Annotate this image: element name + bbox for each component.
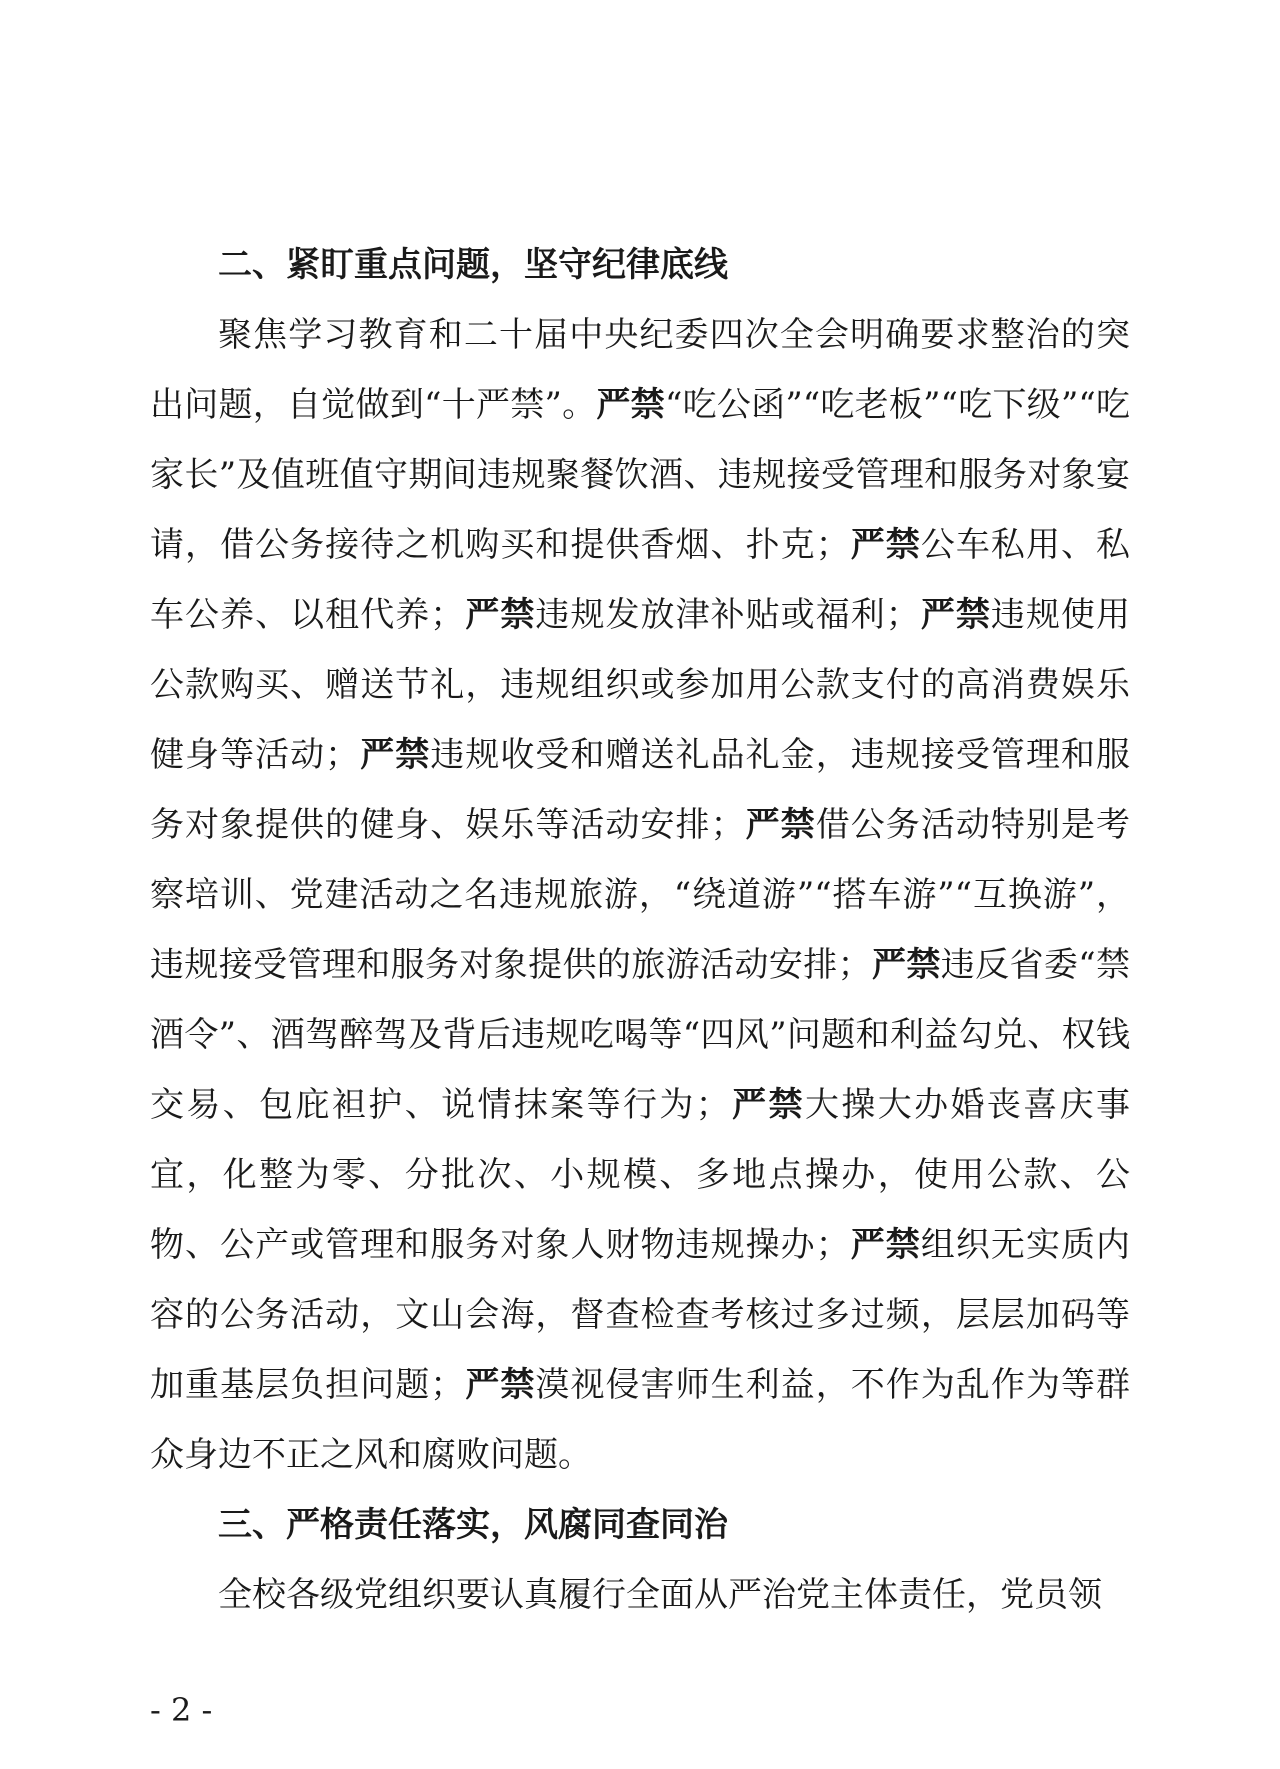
- ban-2-lead: 严禁: [849, 525, 921, 565]
- ban-6-lead: 严禁: [744, 805, 816, 845]
- ban-5-text: 违规收受和赠送礼品礼金，违规接受管理和服务对象提供的健身、娱乐等活动安排；: [150, 735, 1131, 845]
- ban-3-text: 违规发放津补贴或福利；: [535, 595, 920, 635]
- page-number: - 2 -: [150, 1691, 213, 1729]
- document-body: [150, 230, 1130, 1630]
- ban-4-text: 违规使用公款购买、赠送节礼，违规组织或参加用公款支付的高消费娱乐健身等活动；: [150, 595, 1131, 775]
- ban-9-lead: 严禁: [849, 1225, 921, 1265]
- ban-1-lead: 严禁: [596, 385, 665, 425]
- ban-6-text: 借公务活动特别是考察培训、党建活动之名违规旅游，“绕道游”“搭车游”“互换游”，违规接受管理和服务对象提供的旅游活动安排；: [150, 805, 1131, 985]
- ban-10-text: 漠视侵害师生利益，不作为乱作为等群众身边不正之风和腐败问题。: [150, 1365, 1131, 1475]
- ban-4-lead: 严禁: [919, 595, 991, 635]
- section-3-heading: 三、严格责任落实，风腐同查同治: [218, 1505, 728, 1545]
- section-2-heading: 二、紧盯重点问题，坚守纪律底线: [218, 245, 728, 285]
- ban-2-text: 公车私用、私车公养、以租代养；: [150, 525, 1131, 635]
- ban-10-lead: 严禁: [464, 1365, 536, 1405]
- ban-1-text: “吃公函”“吃老板”“吃下级”“吃家长”及值班值守期间违规聚餐饮酒、违规接受管理和服务对象宴请，借公务接待之机购买和提供香烟、扑克；: [150, 385, 1130, 565]
- ban-9-text: 组织无实质内容的公务活动，文山会海，督查检查考核过多过频，层层加码等加重基层负担问题；: [150, 1225, 1131, 1405]
- section-3-paragraph: 全校各级党组织要认真履行全面从严治党主体责任，党员领: [218, 1575, 1102, 1615]
- ban-8-lead: 严禁: [729, 1085, 805, 1125]
- ban-7-text: 违反省委“禁酒令”、酒驾醉驾及背后违规吃喝等“四风”问题和利益勾兑、权钱交易、包庇袒护、说情抹案等行为；: [150, 945, 1130, 1125]
- ban-5-lead: 严禁: [359, 735, 431, 775]
- ban-7-lead: 严禁: [871, 945, 941, 985]
- section-2-lead: 聚焦学习教育和二十届中央纪委四次全会明确要求整治的突出问题，自觉做到“十严禁”。: [150, 315, 1130, 425]
- ban-8-text: 大操大办婚丧喜庆事宜，化整为零、分批次、小规模、多地点操办，使用公款、公物、公产或管理和服务对象人财物违规操办；: [150, 1085, 1131, 1265]
- section-2-paragraph: [150, 300, 1130, 1490]
- ban-3-lead: 严禁: [464, 595, 536, 635]
